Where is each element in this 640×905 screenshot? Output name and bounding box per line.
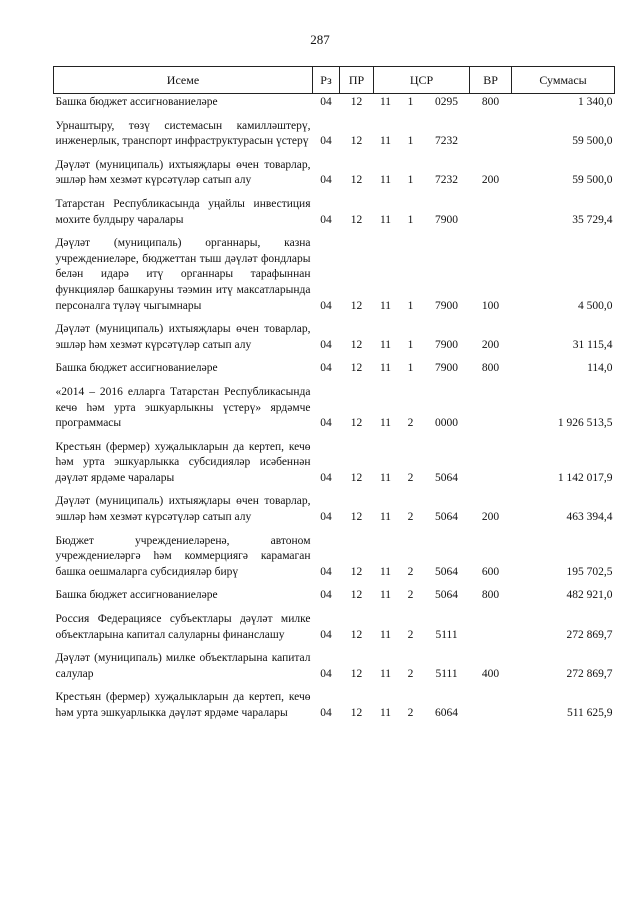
cell-pr: 12 <box>350 96 363 108</box>
cell-csr-code: 7900 <box>435 338 459 351</box>
budget-table <box>53 66 615 724</box>
page-number: 287 <box>310 32 330 47</box>
cell-csr-program: 11 <box>379 471 392 484</box>
cell-csr-subprogram: 2 <box>407 667 414 680</box>
cell-sum: 31 115,4 <box>572 338 613 351</box>
cell-pr: 12 <box>350 471 363 484</box>
cell-rz: 04 <box>320 362 332 375</box>
cell-rz: 04 <box>320 471 332 484</box>
cell-pr: 12 <box>350 338 363 351</box>
cell-pr: 12 <box>350 417 363 430</box>
table-row <box>54 113 615 152</box>
column-header-name: Исеме <box>54 67 313 94</box>
cell-sum: 272 869,7 <box>566 628 613 641</box>
cell-sum: 195 702,5 <box>566 565 613 578</box>
cell-csr-program: 11 <box>379 628 392 641</box>
cell-sum: 482 921,0 <box>566 589 613 602</box>
cell-rz: 04 <box>320 299 332 312</box>
cell-csr-subprogram: 2 <box>407 707 414 719</box>
cell-name: Башка бюджет ассигнованиеләре <box>55 362 218 375</box>
cell-csr-subprogram: 2 <box>407 589 414 602</box>
table-row <box>54 316 615 355</box>
cell-csr-program: 11 <box>379 589 392 602</box>
cell-csr-subprogram: 2 <box>407 511 414 524</box>
cell-pr: 12 <box>350 667 363 680</box>
cell-sum: 1 926 513,5 <box>557 417 613 430</box>
cell-name: Башка бюджет ассигнованиеләре <box>55 96 218 108</box>
cell-vr <box>470 606 512 645</box>
cell-csr-subprogram: 1 <box>407 135 414 148</box>
cell-name: Крестьян (фермер) хуҗалыкларын да кертеп, кечө һәм урта эшкуарлыкка субсидияләр исәбеннән дәүләт ярдәме чаралары <box>55 440 311 484</box>
cell-csr-subprogram: 1 <box>407 174 414 187</box>
table-row <box>54 434 615 489</box>
cell-csr-code: 7232 <box>435 174 459 187</box>
column-header-csr: ЦСР <box>374 67 470 94</box>
cell-sum: 1 340,0 <box>578 96 613 108</box>
cell-csr-subprogram: 1 <box>407 338 414 351</box>
cell-csr-program: 11 <box>379 417 392 430</box>
cell-csr-code: 0295 <box>435 96 459 108</box>
cell-sum: 59 500,0 <box>572 135 613 148</box>
cell-vr: 800 <box>481 96 500 108</box>
cell-csr-code: 7900 <box>435 213 459 226</box>
cell-pr: 12 <box>350 565 363 578</box>
cell-csr-subprogram: 2 <box>407 471 414 484</box>
cell-sum: 35 729,4 <box>572 213 613 226</box>
cell-rz: 04 <box>320 667 332 680</box>
table-row <box>54 606 615 645</box>
cell-name: Башка бюджет ассигнованиеләре <box>55 589 218 602</box>
cell-csr-program: 11 <box>379 213 392 226</box>
cell-vr: 100 <box>481 299 500 312</box>
cell-name: Дәүләт (муниципаль) ихтыяҗлары өчен товарлар, эшләр һәм хезмәт күрсәтүләр сатып алу <box>55 158 311 187</box>
cell-vr: 400 <box>481 667 500 680</box>
cell-csr-program: 11 <box>379 174 392 187</box>
cell-pr: 12 <box>350 589 363 602</box>
cell-sum: 1 142 017,9 <box>557 471 613 484</box>
column-header-rz: Рз <box>313 67 340 94</box>
cell-csr-subprogram: 2 <box>407 628 414 641</box>
cell-csr-subprogram: 1 <box>407 299 414 312</box>
cell-sum: 463 394,4 <box>566 511 613 524</box>
table-row <box>54 355 615 379</box>
cell-csr-code: 6064 <box>435 707 459 719</box>
cell-name: Дәүләт (муниципаль) ихтыяҗлары өчен товарлар, эшләр һәм хезмәт күрсәтүләр сатып алу <box>55 495 311 524</box>
cell-sum: 511 625,9 <box>566 707 613 719</box>
table-row <box>54 379 615 434</box>
cell-pr: 12 <box>350 707 363 719</box>
cell-csr-program: 11 <box>379 299 392 312</box>
cell-sum: 272 869,7 <box>566 667 613 680</box>
cell-vr <box>470 191 512 230</box>
cell-csr-code: 5064 <box>435 565 459 578</box>
cell-csr-code: 7900 <box>435 362 459 375</box>
column-header-sum: Суммасы <box>512 67 615 94</box>
cell-vr: 200 <box>481 174 500 187</box>
cell-name: Урнаштыру, төзү системасын камилләштерү, инженерлык, транспорт инфраструктурасын үстерү <box>55 119 311 148</box>
cell-csr-subprogram: 1 <box>407 213 414 226</box>
cell-csr-subprogram: 1 <box>407 362 414 375</box>
cell-csr-program: 11 <box>379 135 392 148</box>
cell-vr <box>470 684 512 723</box>
cell-csr-program: 11 <box>379 511 392 524</box>
cell-csr-program: 11 <box>379 362 392 375</box>
cell-name: Бюджет учреждениеләренә, автоном учреждениеләргә һәм коммерциягә карамаган башка оешмаларга субсидияләр бирү <box>55 534 311 578</box>
cell-pr: 12 <box>350 174 363 187</box>
table-row <box>54 645 615 684</box>
table-row <box>54 152 615 191</box>
cell-vr: 600 <box>481 565 500 578</box>
cell-rz: 04 <box>320 511 332 524</box>
cell-rz: 04 <box>320 628 332 641</box>
cell-vr <box>470 379 512 434</box>
cell-pr: 12 <box>350 511 363 524</box>
table-body <box>54 94 615 724</box>
cell-sum: 59 500,0 <box>572 174 613 187</box>
cell-csr-code: 5064 <box>435 511 459 524</box>
cell-name: «2014 – 2016 елларга Татарстан Республикасында кечө һәм урта эшкуарлыкны үстерү» ярдәмче программасы <box>55 385 311 430</box>
cell-vr <box>470 434 512 489</box>
cell-csr-subprogram: 2 <box>407 565 414 578</box>
cell-name: Татарстан Республикасында уңайлы инвестиция мохите булдыру чаралары <box>55 197 311 226</box>
table-row <box>54 230 615 316</box>
cell-rz: 04 <box>320 135 332 148</box>
cell-csr-code: 5064 <box>435 589 459 602</box>
cell-vr: 800 <box>481 362 500 375</box>
cell-csr-program: 11 <box>379 565 392 578</box>
cell-pr: 12 <box>350 628 363 641</box>
cell-vr: 200 <box>481 338 500 351</box>
table-row <box>54 582 615 606</box>
column-header-pr: ПР <box>340 67 374 94</box>
cell-csr-subprogram: 1 <box>407 96 414 108</box>
cell-rz: 04 <box>320 565 332 578</box>
table-row <box>54 94 615 113</box>
cell-rz: 04 <box>320 338 332 351</box>
cell-csr-subprogram: 2 <box>407 417 414 430</box>
cell-pr: 12 <box>350 299 363 312</box>
cell-vr: 200 <box>481 511 500 524</box>
cell-csr-code: 0000 <box>435 417 459 430</box>
cell-csr-program: 11 <box>379 338 392 351</box>
cell-pr: 12 <box>350 362 363 375</box>
table-header-row <box>54 67 615 94</box>
cell-rz: 04 <box>320 589 332 602</box>
cell-name: Дәүләт (муниципаль) органнары, казна учреждениеләре, бюджеттан тыш дәүләт фондлары белән идарә итү органнары тарафыннан функцияләр башкаруны тәэмин итү максатларында персоналга түләү чыгымнары <box>55 237 311 312</box>
cell-csr-code: 5111 <box>435 628 458 641</box>
cell-vr: 800 <box>481 589 500 602</box>
cell-csr-code: 5111 <box>435 667 458 680</box>
cell-sum: 4 500,0 <box>578 299 613 312</box>
cell-pr: 12 <box>350 213 363 226</box>
cell-csr-code: 7232 <box>435 135 459 148</box>
cell-csr-program: 11 <box>379 707 392 719</box>
cell-rz: 04 <box>320 707 332 719</box>
cell-csr-code: 5064 <box>435 471 459 484</box>
cell-pr: 12 <box>350 135 363 148</box>
table-row <box>54 684 615 723</box>
cell-csr-code: 7900 <box>435 299 459 312</box>
cell-rz: 04 <box>320 174 332 187</box>
cell-name: Россия Федерациясе субъектлары дәүләт милке объектларына капитал салуларны финанслашу <box>55 613 311 641</box>
table-row <box>54 191 615 230</box>
cell-name: Дәүләт (муниципаль) милке объектларына капитал салулар <box>55 652 311 680</box>
table-row <box>54 488 615 527</box>
cell-vr <box>470 113 512 152</box>
cell-sum: 114,0 <box>587 362 613 375</box>
cell-rz: 04 <box>320 213 332 226</box>
cell-name: Дәүләт (муниципаль) ихтыяҗлары өчен товарлар, эшләр һәм хезмәт күрсәтүләр сатып алу <box>55 323 311 351</box>
table-row <box>54 528 615 583</box>
cell-rz: 04 <box>320 96 332 108</box>
cell-csr-program: 11 <box>379 96 392 108</box>
cell-name: Крестьян (фермер) хуҗалыкларын да кертеп, кечө һәм урта эшкуарлыкка дәүләт ярдәме чаралары <box>55 691 311 719</box>
cell-csr-program: 11 <box>379 667 392 680</box>
cell-rz: 04 <box>320 417 332 430</box>
column-header-vr: ВР <box>470 67 512 94</box>
